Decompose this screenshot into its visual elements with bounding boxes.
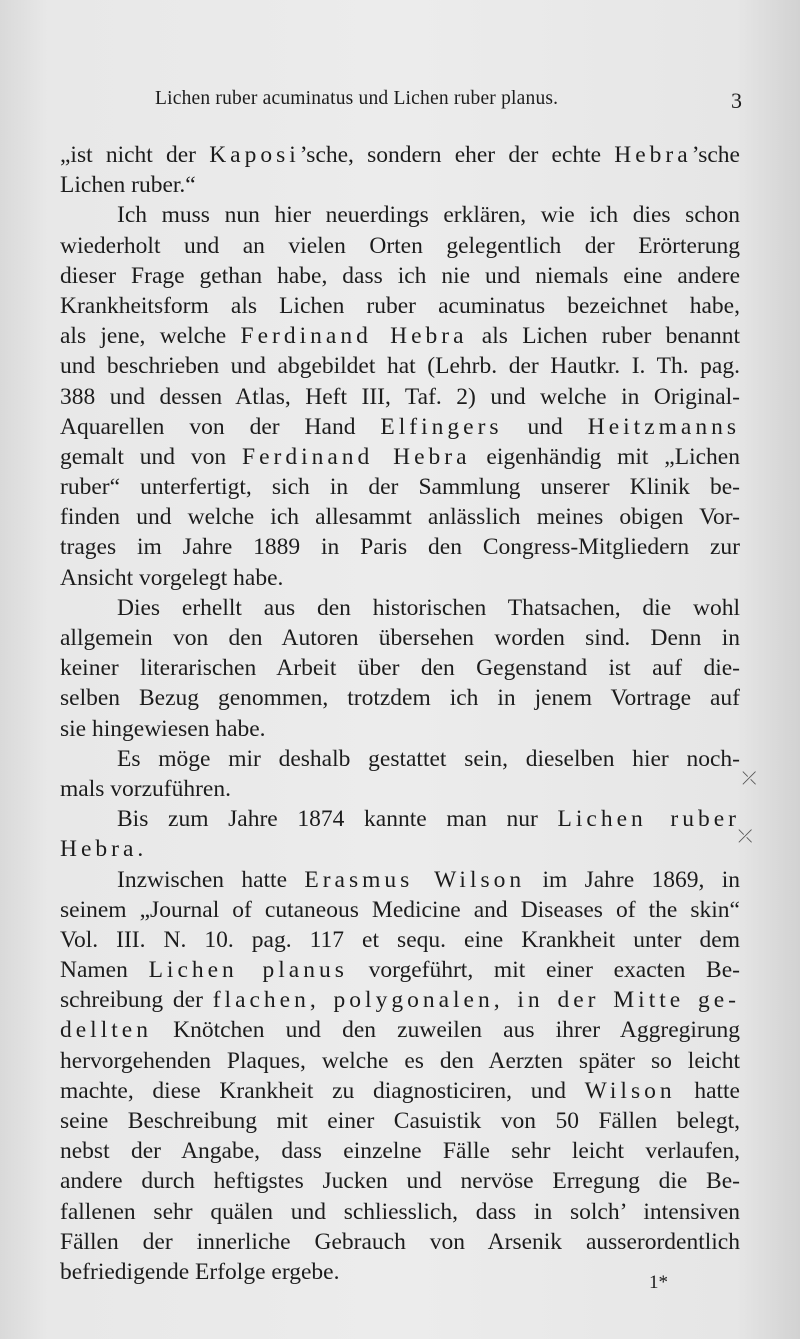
- text-line: [60, 321, 740, 351]
- text-line: [60, 291, 740, 321]
- text-run: als jene, welche: [60, 323, 241, 350]
- text-run: trages im Jahre 1889 in Paris den Congress-Mitgliedern zur: [60, 534, 740, 561]
- text-line: [60, 351, 740, 381]
- text-line: [60, 925, 740, 955]
- text-line: [60, 834, 740, 864]
- spaced-name: dellten: [60, 1017, 152, 1044]
- text-line: [60, 1197, 740, 1227]
- spaced-name: flachen, polygonalen, in der Mitte ge-: [212, 987, 740, 1014]
- page-number: 3: [731, 88, 742, 113]
- text-line: [60, 744, 740, 774]
- text-line: [60, 895, 740, 925]
- spaced-name: Lichen planus: [148, 957, 348, 984]
- text-run: und beschrieben und abgebildet hat (Lehrb. der Hautkr. I. Th. pag.: [60, 353, 740, 380]
- text-run: seinem „Journal of cutaneous Medicine and Diseases of the skin“: [60, 896, 740, 923]
- text-run: schreibung der: [60, 987, 213, 1014]
- text-run: Namen: [60, 957, 149, 984]
- text-line: [60, 1136, 740, 1166]
- text-run: mals vorzuführen.: [60, 775, 231, 802]
- text-line: [60, 200, 740, 230]
- text-line: [60, 955, 740, 985]
- text-line: [60, 442, 740, 472]
- text-line: [60, 1015, 740, 1045]
- text-run: selben Bezug genommen, trotzdem ich in jenem Vortrage auf: [60, 685, 740, 712]
- text-line: [60, 804, 740, 834]
- text-run: Inzwischen hatte: [117, 866, 305, 893]
- signature-mark: 1*: [649, 1272, 668, 1293]
- text-run: im Jahre 1869, in: [525, 866, 740, 893]
- text-run: ’sche, sondern eher der echte: [299, 142, 615, 168]
- text-run: fallenen sehr quälen und schliesslich, dass in solch’ intensiven: [60, 1198, 740, 1225]
- text-line: [60, 563, 740, 593]
- text-line: [60, 412, 740, 442]
- spaced-name: Hebra: [614, 142, 692, 168]
- text-line: [60, 714, 740, 744]
- spaced-name: Wilson: [584, 1077, 676, 1104]
- text-run: eigenhändig mit „Lichen: [470, 443, 740, 470]
- text-run: Dies erhellt aus den historischen Thatsachen, die wohl: [117, 594, 740, 621]
- text-run: Krankheitsform als Lichen ruber acuminatus bezeichnet habe,: [60, 292, 740, 319]
- margin-mark: ⤫: [738, 826, 753, 847]
- text-line: [60, 1166, 740, 1196]
- text-line: [60, 1106, 740, 1136]
- text-line: [60, 774, 740, 804]
- text-run: sie hingewiesen habe.: [60, 715, 266, 742]
- text-run: dieser Frage gethan habe, dass ich nie und niemals eine andere: [60, 262, 740, 289]
- text-run: hatte: [675, 1077, 740, 1104]
- text-run: .: [137, 836, 144, 863]
- text-line: [60, 593, 740, 623]
- text-run: allgemein von den Autoren übersehen worden sind. Denn in: [60, 625, 740, 651]
- text-run: finden und welche ich allesammt anlässlich meines obigen Vor-: [60, 504, 740, 531]
- spaced-name: Kaposi: [209, 142, 300, 168]
- spaced-name: Lichen ruber: [557, 806, 740, 833]
- text-line: [60, 683, 740, 713]
- body-text: [60, 140, 740, 1287]
- text-run: Es möge mir deshalb gestattet sein, dieselben hier noch-: [117, 745, 740, 772]
- text-run: nebst der Angabe, dass einzelne Fälle sehr leicht verlaufen,: [60, 1138, 740, 1165]
- running-title: Lichen ruber acuminatus und Lichen ruber planus.: [155, 88, 559, 109]
- text-line: [60, 623, 740, 653]
- text-line: [60, 382, 740, 412]
- text-line: [60, 472, 740, 502]
- text-run: Vol. III. N. 10. pag. 117 et sequ. eine Krankheit unter dem: [60, 926, 740, 953]
- text-line: [60, 261, 740, 291]
- text-line: [60, 1257, 740, 1287]
- text-run: keiner literarischen Arbeit über den Gegenstand ist auf die-: [60, 655, 740, 682]
- text-run: andere durch heftigstes Jucken und nervöse Erregung die Be-: [60, 1168, 740, 1195]
- text-run: 388 und dessen Atlas, Heft III, Taf. 2) und welche in Original-: [60, 383, 740, 410]
- text-run: machte, diese Krankheit zu diagnosticiren, und: [60, 1077, 585, 1104]
- text-line: [60, 1076, 740, 1106]
- running-head: [60, 88, 742, 116]
- margin-mark: ⤫: [742, 768, 757, 789]
- text-run: Aquarellen von der Hand: [60, 413, 381, 440]
- text-line: [60, 502, 740, 532]
- text-line: [60, 532, 740, 562]
- spaced-name: Erasmus Wilson: [304, 866, 526, 893]
- text-run: Ich muss nun hier neuerdings erklären, wie ich dies schon: [117, 202, 740, 229]
- text-run: wiederholt und an vielen Orten gelegentlich der Erörterung: [60, 232, 740, 259]
- text-run: Knötchen und den zuweilen aus ihrer Aggregirung: [151, 1017, 740, 1044]
- text-run: befriedigende Erfolge ergebe.: [60, 1258, 340, 1285]
- spaced-name: Elfingers: [380, 413, 503, 440]
- text-run: „ist nicht der: [60, 142, 210, 168]
- text-line: [60, 1046, 740, 1076]
- spaced-name: Ferdinand Hebra: [242, 443, 471, 470]
- spaced-name: Ferdinand Hebra: [240, 323, 468, 350]
- spaced-name: Heitzmanns: [587, 413, 740, 440]
- text-run: ruber“ unterfertigt, sich in der Sammlung unserer Klinik be-: [60, 474, 740, 501]
- text-line: [60, 653, 740, 683]
- text-run: und: [502, 413, 588, 440]
- text-line: [60, 170, 740, 200]
- text-run: Bis zum Jahre 1874 kannte man nur: [117, 806, 558, 833]
- text-run: hervorgehenden Plaques, welche es den Aerzten später so leicht: [60, 1047, 740, 1074]
- text-line: [60, 1227, 740, 1257]
- text-line: [60, 985, 740, 1015]
- text-line: [60, 865, 740, 895]
- text-line: [60, 140, 740, 170]
- text-run: vorgeführt, mit einer exacten Be-: [347, 957, 740, 984]
- text-run: gemalt und von: [60, 443, 243, 470]
- text-run: seine Beschreibung mit einer Casuistik von 50 Fällen belegt,: [60, 1108, 740, 1134]
- text-run: als Lichen ruber benannt: [467, 323, 740, 350]
- text-run: Ansicht vorgelegt habe.: [60, 564, 284, 591]
- spaced-name: Hebra: [60, 836, 138, 863]
- text-run: Fällen der innerliche Gebrauch von Arsenik ausserordentlich: [60, 1228, 740, 1255]
- text-run: Lichen ruber.“: [60, 172, 196, 199]
- text-run: ’sche: [691, 142, 740, 168]
- text-line: [60, 231, 740, 261]
